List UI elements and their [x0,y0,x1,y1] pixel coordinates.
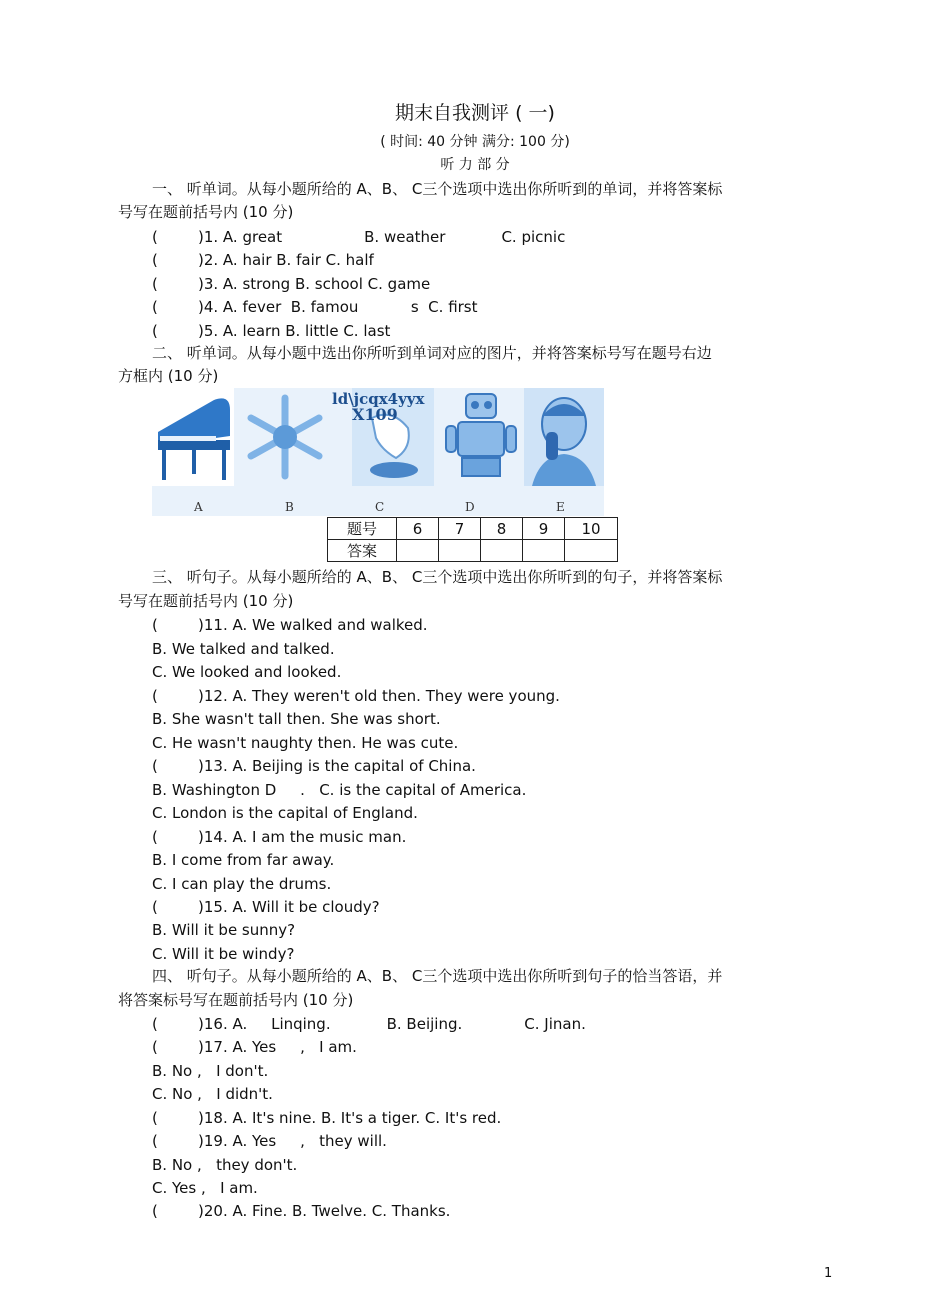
section2-instruction-line2: 方框内 (10 分) [118,367,219,385]
robot-icon [440,388,522,486]
picture-strip [152,388,604,516]
question-1: ( )1. A. great B. weather C. picnic [152,228,566,246]
answer-paren[interactable]: ( [152,687,158,705]
table-number-10: 10 [565,518,618,540]
page-title: 期末自我测评 ( 一) [395,102,555,124]
answer-cell-9[interactable] [523,540,565,562]
table-number-6: 6 [397,518,439,540]
answer-paren[interactable]: ( [152,228,158,246]
answer-paren[interactable]: ( [152,298,158,316]
page-number: 1 [824,1266,833,1281]
answer-paren[interactable]: ( [152,616,158,634]
section3-instruction-line1: 三、 听句子。从每小题所给的 A、B、 C三个选项中选出你所听到的句子，并将答案标 [152,568,723,586]
option-17c: C. No , I didn't. [152,1085,273,1103]
question-16: ( )16. A. Linqing. B. Beijing. C. Jinan. [152,1015,586,1033]
piano-icon [152,388,234,486]
picture-label-d: D [465,500,475,514]
option-17b: B. No , I don't. [152,1062,269,1080]
answer-paren[interactable]: ( [152,828,158,846]
answer-paren[interactable]: ( [152,1202,158,1220]
answer-paren[interactable]: ( [152,251,158,269]
option-13b: B. Washington D . C. is the capital of America. [152,781,527,799]
answer-paren[interactable]: ( [152,1038,158,1056]
section4-instruction-line1: 四、 听句子。从每小题所给的 A、B、 C三个选项中选出你所听到句子的恰当答语，并 [152,967,723,985]
option-14c: C. I can play the drums. [152,875,332,893]
watermark-code: X109 [352,405,398,424]
option-11b: B. We talked and talked. [152,640,335,658]
option-14b: B. I come from far away. [152,851,335,869]
time-info: ( 时间: 40 分钟 满分: 100 分) [380,134,570,150]
table-number-9: 9 [523,518,565,540]
section1-instruction-line1: 一、 听单词。从每小题所给的 A、B、 C三个选项中选出你所听到的单词，并将答案标 [152,180,723,198]
answer-cell-10[interactable] [565,540,618,562]
table-header-number: 题号 [328,518,397,540]
question-18: ( )18. A. It's nine. B. It's a tiger. C. It's red. [152,1109,502,1127]
boy-phone-icon [524,388,604,486]
answer-paren[interactable]: ( [152,757,158,775]
answer-paren[interactable]: ( [152,898,158,916]
question-15: ( )15. A. Will it be cloudy? [152,898,380,916]
answer-table [327,517,618,562]
section4-instruction-line2: 将答案标号写在题前括号内 (10 分) [118,991,354,1009]
section1-instruction-line2: 号写在题前括号内 (10 分) [118,203,294,221]
answer-paren[interactable]: ( [152,1109,158,1127]
option-13c: C. London is the capital of England. [152,804,418,822]
listening-header: 听 力 部 分 [440,157,510,173]
answer-cell-7[interactable] [439,540,481,562]
kite-icon [332,388,434,486]
question-11: ( )11. A. We walked and walked. [152,616,428,634]
snowflake-icon [244,388,326,486]
picture-label-e: E [556,500,565,514]
answer-cell-8[interactable] [481,540,523,562]
question-14: ( )14. A. I am the music man. [152,828,407,846]
question-5: ( )5. A. learn B. little C. last [152,322,391,340]
answer-paren[interactable]: ( [152,1132,158,1150]
table-header-answer: 答案 [328,540,397,562]
question-17: ( )17. A. Yes , I am. [152,1038,357,1056]
picture-label-c: C [375,500,385,514]
option-15c: C. Will it be windy? [152,945,295,963]
question-20: ( )20. A. Fine. B. Twelve. C. Thanks. [152,1202,451,1220]
option-19b: B. No , they don't. [152,1156,298,1174]
option-11c: C. We looked and looked. [152,663,342,681]
picture-label-b: B [285,500,294,514]
question-3: ( )3. A. strong B. school C. game [152,275,431,293]
picture-label-a: A [194,500,203,514]
question-4: ( )4. A. fever B. famou s C. first [152,298,478,316]
answer-cell-6[interactable] [397,540,439,562]
question-13: ( )13. A. Beijing is the capital of China. [152,757,476,775]
option-12b: B. She wasn't tall then. She was short. [152,710,441,728]
answer-paren[interactable]: ( [152,322,158,340]
watermark-text: ld\jcqx4yyx [332,390,425,408]
option-19c: C. Yes , I am. [152,1179,258,1197]
option-12c: C. He wasn't naughty then. He was cute. [152,734,459,752]
answer-paren[interactable]: ( [152,1015,158,1033]
table-number-8: 8 [481,518,523,540]
answer-paren[interactable]: ( [152,275,158,293]
question-19: ( )19. A. Yes , they will. [152,1132,387,1150]
section3-instruction-line2: 号写在题前括号内 (10 分) [118,592,294,610]
question-12: ( )12. A. They weren't old then. They were young. [152,687,560,705]
option-15b: B. Will it be sunny? [152,921,296,939]
section2-instruction-line1: 二、 听单词。从每小题中选出你所听到单词对应的图片，并将答案标号写在题号右边 [152,344,712,362]
table-number-7: 7 [439,518,481,540]
question-2: ( )2. A. hair B. fair C. half [152,251,374,269]
